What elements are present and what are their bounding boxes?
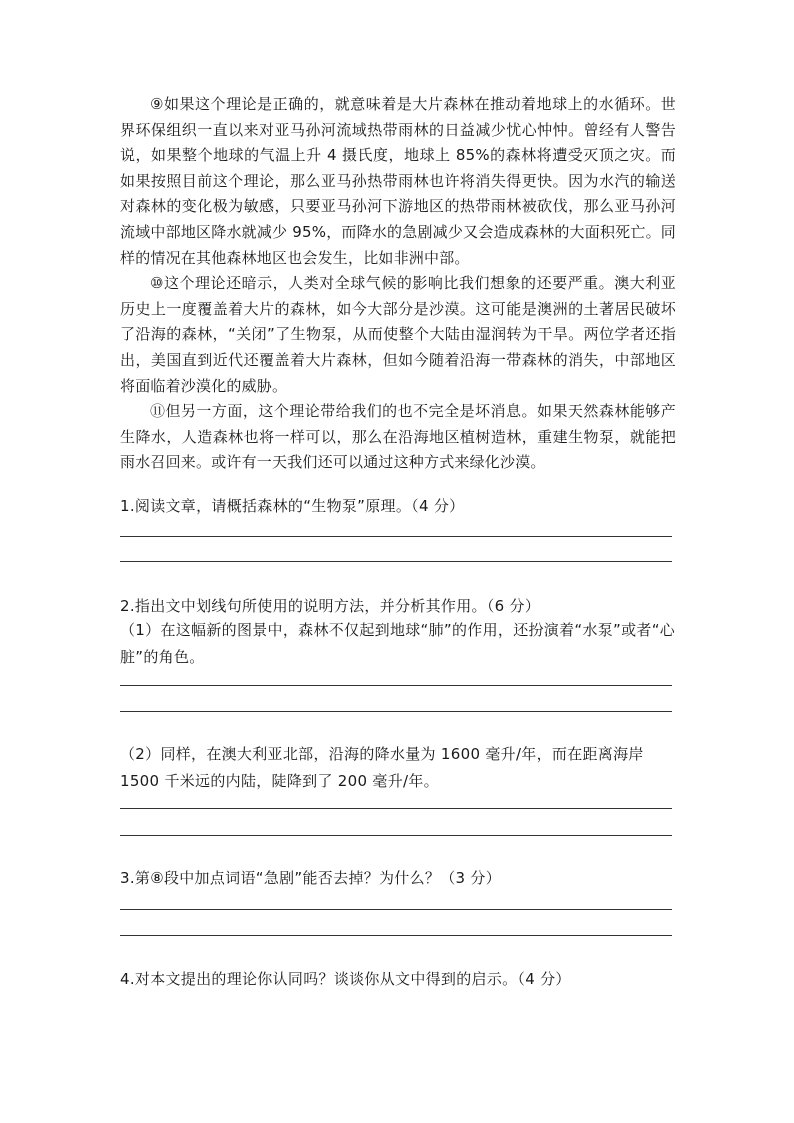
question-1: 1.阅读文章，请概括森林的“生物泵”原理。（4 分）: [120, 497, 465, 515]
question-3: 3.第⑧段中加点词语“急剧”能否去掉？为什么？（3 分）: [120, 869, 502, 887]
paragraph-9: ⑨如果这个理论是正确的，就意味着是大片森林在推动着地球上的水循环。世界环保组织一直以来对亚马孙河流域热带雨林的日益减少忧心忡忡。曾经有人警告说，如果整个地球的气温上升 4 摄氏度，地球上 85%的森林将遭受灭顶之灾。而如果按照目前这个理论，那么亚马孙热带雨林也许将消失得更快。因为水汽的输送对森林的变化极为敏感，只要亚马孙河下游地区的热带雨林被砍伐，那么亚马孙河流域中部地区降水就减少 95%，而降水的急剧减少又会造成森林的大面积死亡。同样的情况在其他森林地区也会发生，比如非洲中部。: [120, 95, 676, 267]
reading-passage: [120, 92, 676, 476]
answer-line[interactable]: [120, 909, 672, 910]
answer-line[interactable]: [120, 561, 672, 562]
question-4: 4.对本文提出的理论你认同吗？谈谈你从文中得到的启示。（4 分）: [120, 970, 571, 988]
answer-line[interactable]: [120, 536, 672, 537]
question-2-part-2: （2）同样，在澳大利亚北部，沿海的降水量为 1600 毫升/年，而在距离海岸 1500 千米远的内陆，陡降到了 200 毫升/年。: [120, 745, 644, 790]
question-2: 2.指出文中划线句所使用的说明方法，并分析其作用。（6 分）: [120, 597, 541, 615]
answer-line[interactable]: [120, 835, 672, 836]
paragraph-10: ⑩这个理论还暗示，人类对全球气候的影响比我们想象的还要严重。澳大利亚历史上一度覆盖着大片的森林，如今大部分是沙漠。这可能是澳洲的土著居民破坏了沿海的森林，“关闭”了生物泵，从而使整个大陆由湿润转为干旱。两位学者还指出，美国直到近代还覆盖着大片森林，但如今随着沿海一带森林的消失，中部地区将面临着沙漠化的威胁。: [120, 274, 676, 395]
paragraph-11: ⑪但另一方面，这个理论带给我们的也不完全是坏消息。如果天然森林能够产生降水，人造森林也将一样可以，那么在沿海地区植树造林，重建生物泵，就能把雨水召回来。或许有一天我们还可以通过这种方式来绿化沙漠。: [120, 402, 676, 472]
answer-line[interactable]: [120, 711, 672, 712]
answer-line[interactable]: [120, 808, 672, 809]
answer-line[interactable]: [120, 935, 672, 936]
question-2-part-1: （1）在这幅新的图景中，森林不仅起到地球“肺”的作用，还扮演着“水泵”或者“心脏”的角色。: [120, 621, 676, 666]
answer-line[interactable]: [120, 685, 672, 686]
